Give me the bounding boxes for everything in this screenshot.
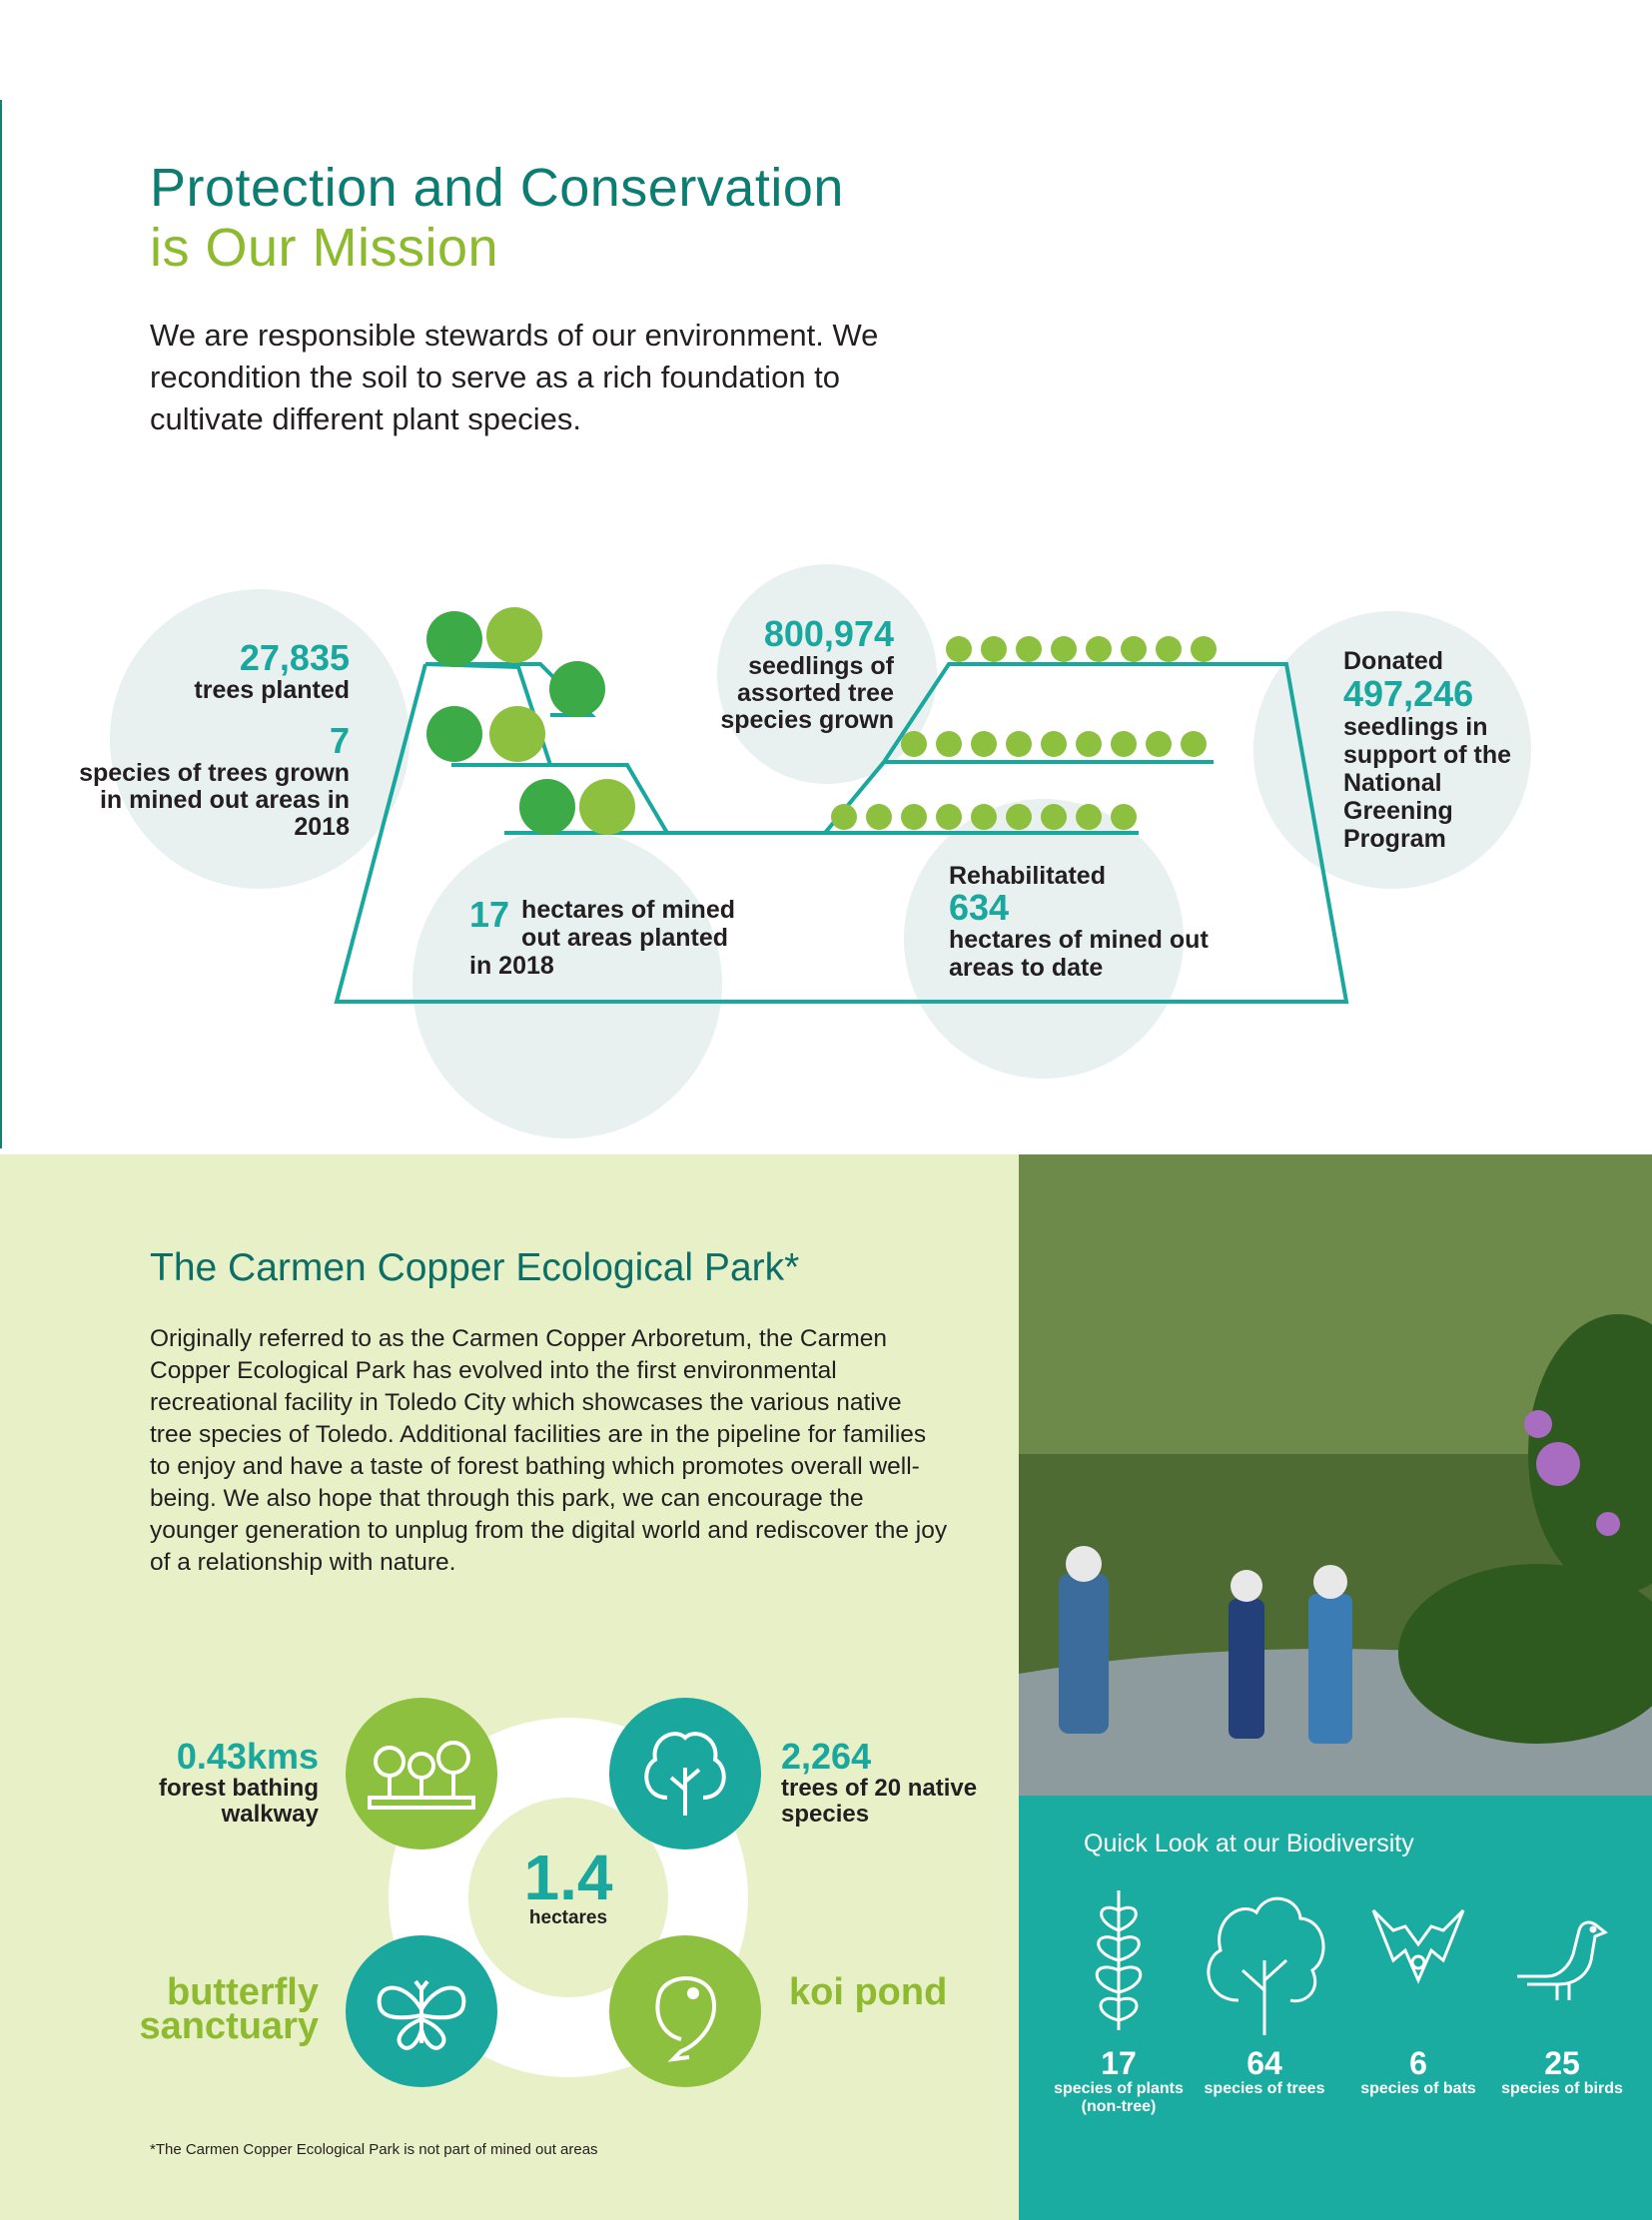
tree-icon (609, 1698, 761, 1850)
tree-icon (1195, 1880, 1334, 2040)
bio-bats: 6 species of bats (1348, 1880, 1488, 2098)
bio-trees: 64 species of trees (1195, 1880, 1334, 2098)
walkway-stat: 0.43kms forest bathing walkway (159, 1736, 319, 1828)
koi-fish-icon (609, 1935, 761, 2087)
butterfly-icon (346, 1935, 497, 2087)
trees-icon-circle (609, 1698, 761, 1850)
koi-pond-label: koi pond (789, 1971, 948, 2013)
stat-hectares-planted: 17 hectares of mined out areas planted in 2018 (469, 894, 735, 980)
park-title: The Carmen Copper Ecological Park* (150, 1246, 800, 1289)
butterfly-icon-circle (346, 1935, 497, 2087)
butterfly-sanctuary-label: butterfly sanctuary (139, 1971, 319, 2047)
park-area-unit: hectares (528, 1907, 608, 1928)
stat-rehabilitated: Rehabilitated 634 hectares of mined out areas to date (949, 862, 1209, 982)
biodiversity-title: Quick Look at our Biodiversity (1084, 1830, 1414, 1857)
bird-icon (1507, 1880, 1617, 2040)
bio-plants: 17 species of plants (non-tree) (1049, 1880, 1189, 2116)
bat-icon (1363, 1880, 1473, 2040)
park-area-value: 1.4 (523, 1842, 613, 1913)
page-title: Protection and Conservation is Our Mission (150, 158, 844, 278)
terrace-diagram (0, 0, 1652, 1049)
leaf-branch-icon (1069, 1880, 1169, 2040)
mission-intro: We are responsible stewards of our environment. We recondition the soil to serve as a rich foundation to cultivate different plant species. (150, 318, 879, 436)
footnote: *The Carmen Copper Ecological Park is not part of mined out areas (150, 2141, 598, 2158)
stat-seedlings-grown: 800,974 seedlings of assorted tree species grown (720, 613, 894, 734)
tree-cluster-top (426, 607, 635, 835)
trees-stat: 2,264 trees of 20 native species (781, 1736, 978, 1828)
walkway-icon-circle (346, 1698, 497, 1850)
forest-photo-illustration (1019, 1154, 1652, 1796)
koi-icon-circle (609, 1935, 761, 2087)
stat-donated: Donated 497,246 seedlings in support of the National Greening Program (1343, 647, 1512, 853)
park-photo (1019, 1154, 1652, 1796)
stat-trees-planted: 27,835 trees planted 7 species of trees grown in mined out areas in 2018 (79, 637, 350, 841)
walkway-trees-icon (346, 1698, 497, 1850)
bio-birds: 25 species of birds (1492, 1880, 1632, 2098)
park-description: Originally referred to as the Carmen Copper Arboretum, the Carmen Copper Ecological Park has evolved into the first environmental recreational facility in Toledo City which showcases the various native tree species of Toledo. Additional facilities are in the pipeline for families to enjoy and have a taste of forest bathing which promotes overall well-being. We also hope that through this park, we can encourage the younger generation to unplug from the digital world and rediscover the joy of a relationship with nature. (150, 1325, 948, 1576)
